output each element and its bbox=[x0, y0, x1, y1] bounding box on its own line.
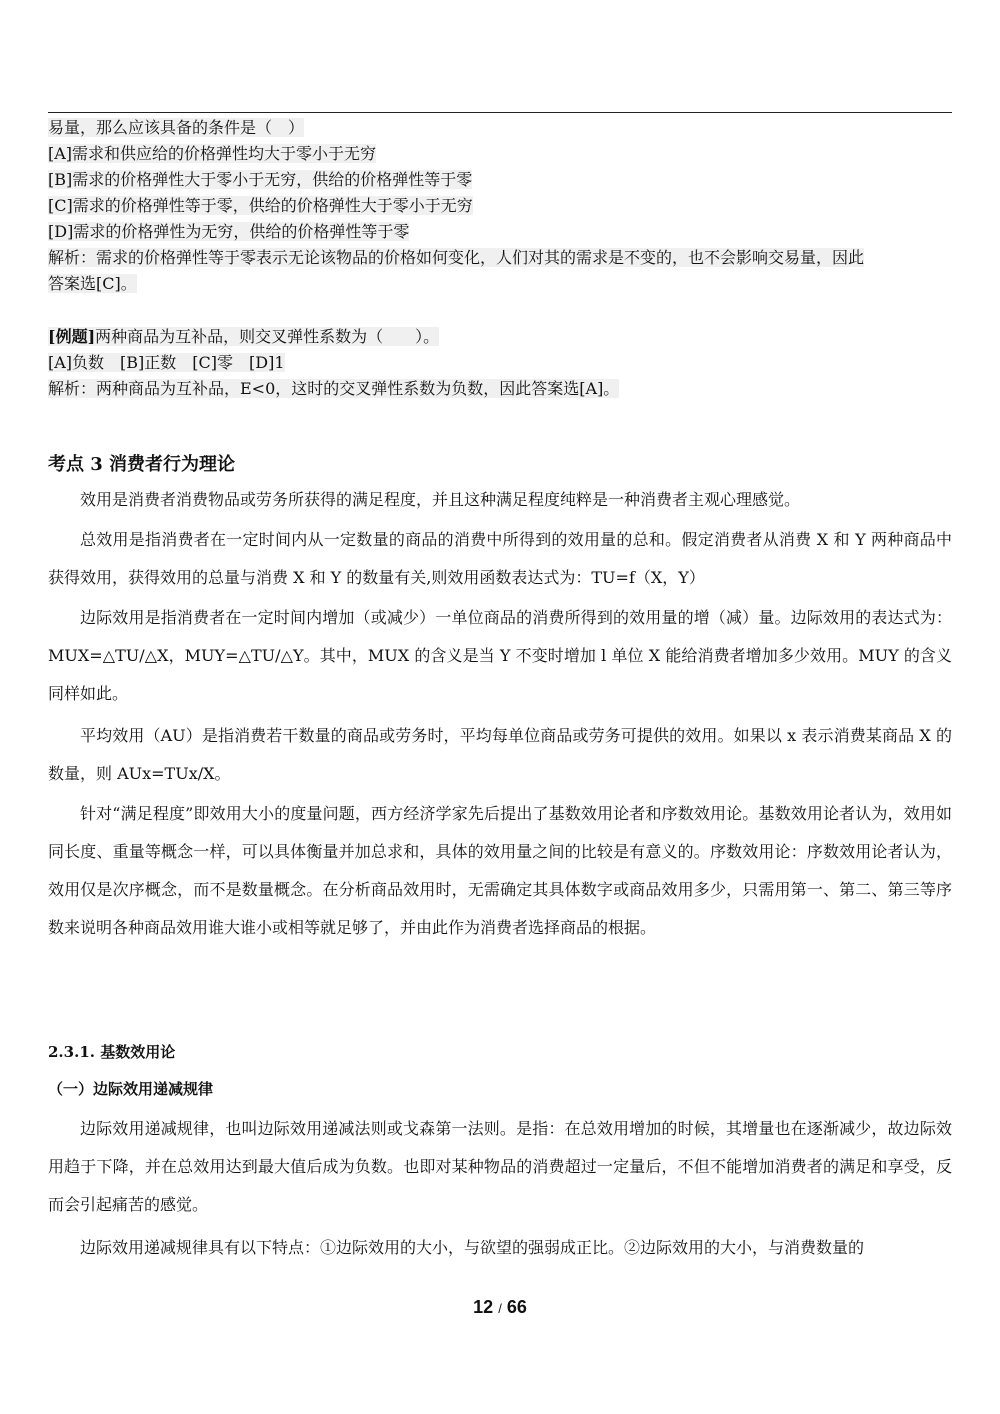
subsection-title: 2.3.1. 基数效用论 bbox=[48, 1043, 176, 1061]
paragraph-diminishing-law: 边际效用递减规律，也叫边际效用递减法则或戈森第一法则。是指：在总效用增加的时候，其增量也在逐渐减少，故边际效用趋于下降，并在总效用达到最大值后成为负数。也即对某种物品的消费超过一定量后，不但不能增加消费者的满足和享受，反而会引起痛苦的感觉。 bbox=[48, 1119, 952, 1214]
paragraph-law-features: 边际效用递减规律具有以下特点：①边际效用的大小，与欲望的强弱成正比。②边际效用的大小，与消费数量的 bbox=[80, 1238, 865, 1257]
paragraph-cardinal-ordinal: 针对“满足程度”即效用大小的度量问题，西方经济学家先后提出了基数效用论者和序数效用论。基数效用论者认为，效用如同长度、重量等概念一样，可以具体衡量并加总求和，具体的效用量之间的比较是有意义的。序数效用论：序数效用论者认为，效用仅是次序概念，而不是数量概念。在分析商品效用时，无需确定其具体数字或商品效用多少，只需用第一、第二、第三等序数来说明各种商品效用谁大谁小或相等就足够了，并由此作为消费者选择商品的根据。 bbox=[48, 804, 952, 937]
q1-option-d: [D]需求的价格弹性为无穷，供给的价格弹性等于零 bbox=[48, 222, 410, 241]
q1-option-b: [B]需求的价格弹性大于零小于无穷，供给的价格弹性等于零 bbox=[48, 170, 473, 189]
q2-explanation: 解析：两种商品为互补品，E<0，这时的交叉弹性系数为负数，因此答案选[A]。 bbox=[48, 379, 620, 398]
paragraph-average-utility: 平均效用（AU）是指消费若干数量的商品或劳务时，平均每单位商品或劳务可提供的效用。如果以 x 表示消费某商品 X 的数量，则 AUx=TUx/X。 bbox=[48, 726, 952, 783]
header-rule bbox=[48, 112, 952, 113]
current-page: 12 bbox=[473, 1297, 494, 1317]
q2-question: 两种商品为互补品，则交叉弹性系数为（ ）。 bbox=[95, 327, 440, 346]
page-number bbox=[0, 1297, 1000, 1318]
example-tag: [例题] bbox=[48, 327, 96, 346]
q2-options: [A]负数 [B]正数 [C]零 [D]1 bbox=[48, 353, 285, 372]
q1-explanation-cont: 答案选[C]。 bbox=[48, 274, 137, 293]
q1-explanation: 解析：需求的价格弹性等于零表示无论该物品的价格如何变化，人们对其的需求是不变的，也不会影响交易量，因此 bbox=[48, 248, 865, 267]
subsection-heading: （一）边际效用递减规律 bbox=[48, 1080, 214, 1098]
paragraph-marginal-utility: 边际效用是指消费者在一定时间内增加（或减少）一单位商品的消费所得到的效用量的增（减）量。边际效用的表达式为：MUX=△TU/△X，MUY=△TU/△Y。其中，MUX 的含义是当 Y 不变时增加 l 单位 X 能给消费者增加多少效用。MUY 的含义同样如此。 bbox=[48, 608, 952, 703]
paragraph-utility: 效用是消费者消费物品或劳务所获得的满足程度，并且这种满足程度纯粹是一种消费者主观心理感觉。 bbox=[80, 490, 801, 509]
question-2-block bbox=[48, 324, 952, 402]
question-1-block bbox=[48, 115, 952, 297]
page-separator: / bbox=[498, 1301, 502, 1316]
q1-line: 易量，那么应该具备的条件是（ ） bbox=[48, 118, 305, 137]
q1-option-a: [A]需求和供应给的价格弹性均大于零小于无穷 bbox=[48, 144, 377, 163]
section-title: 考点 3 消费者行为理论 bbox=[48, 454, 236, 475]
total-pages: 66 bbox=[506, 1297, 527, 1317]
paragraph-total-utility: 总效用是指消费者在一定时间内从一定数量的商品的消费中所得到的效用量的总和。假定消费者从消费 X 和 Y 两种商品中获得效用，获得效用的总量与消费 X 和 Y 的数量有关,则效用函数表达式为：TU=f（X，Y） bbox=[48, 530, 952, 587]
q1-option-c: [C]需求的价格弹性等于零，供给的价格弹性大于零小于无穷 bbox=[48, 196, 473, 215]
